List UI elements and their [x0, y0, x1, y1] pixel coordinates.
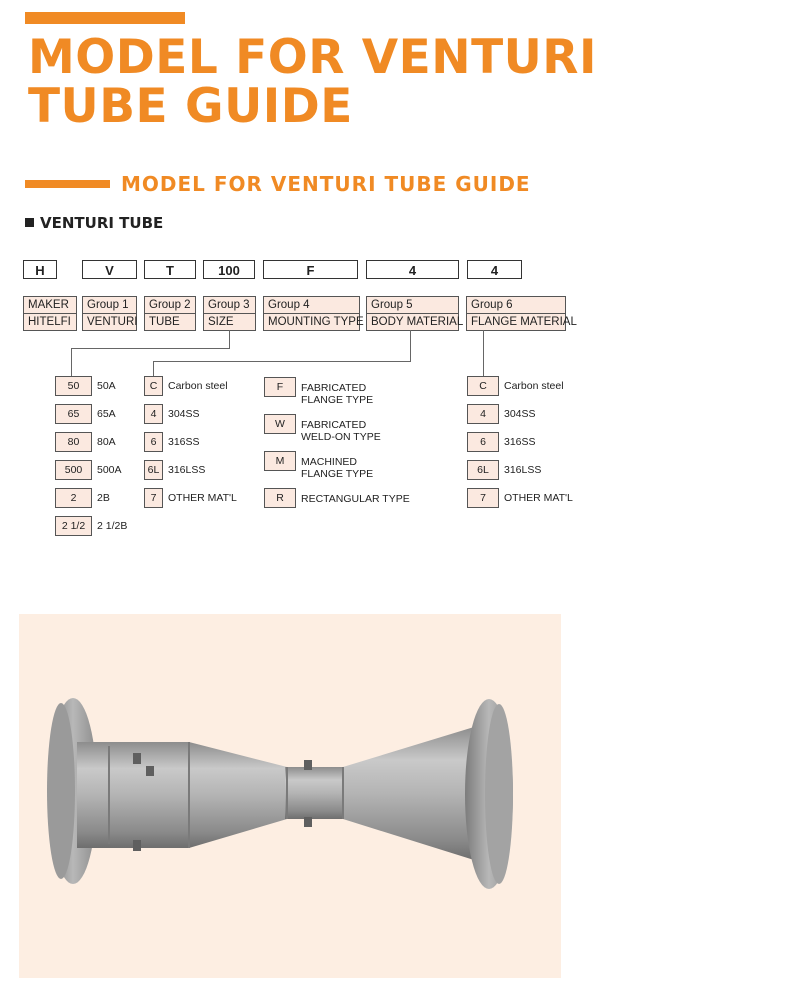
group-top-label: Group 2 [149, 299, 191, 311]
size-label: 50A [97, 380, 116, 392]
size-label: 500A [97, 464, 122, 476]
connector-line [71, 348, 72, 376]
code-box-group6: 4 [467, 260, 522, 279]
code-box-group2: T [144, 260, 196, 279]
group-top-label: Group 3 [208, 299, 250, 311]
size-code: 2 [55, 488, 92, 508]
flange-material-label: 316LSS [504, 464, 542, 476]
flange-material-code: 7 [467, 488, 499, 508]
flange-material-label: OTHER MAT'L [504, 492, 573, 504]
size-code: 80 [55, 432, 92, 452]
flange-material-code: C [467, 376, 499, 396]
group-bottom-label: HITELFI [24, 313, 76, 330]
section-heading-text: VENTURI TUBE [40, 214, 164, 232]
flange-material-label: 316SS [504, 436, 536, 448]
flange-material-label: Carbon steel [504, 380, 564, 392]
group-box-maker [23, 296, 77, 331]
group-top-label: Group 4 [268, 299, 310, 311]
size-label: 80A [97, 436, 116, 448]
group-top-label: Group 1 [87, 299, 129, 311]
connector-line [410, 330, 411, 362]
connector-line [71, 348, 230, 349]
page-title-line1: MODEL FOR VENTURI [28, 30, 597, 85]
group-bottom-label: TUBE [145, 313, 195, 330]
mounting-type-code: F [264, 377, 296, 397]
group-box-6 [466, 296, 577, 331]
body-material-code: 7 [144, 488, 163, 508]
mounting-type-code: W [264, 414, 296, 434]
group-box-4 [263, 296, 364, 331]
mounting-type-code: M [264, 451, 296, 471]
code-box-maker: H [23, 260, 57, 279]
body-material-code: C [144, 376, 163, 396]
top-accent-bar [25, 12, 185, 24]
code-box-group4: F [263, 260, 358, 279]
subtitle-accent-bar [25, 180, 110, 188]
body-material-label: Carbon steel [168, 380, 228, 392]
connector-line [153, 361, 154, 376]
group-top-label: Group 6 [471, 299, 513, 311]
section-heading [25, 214, 163, 232]
body-material-code: 6L [144, 460, 163, 480]
venturi-tube-image [19, 614, 561, 978]
flange-material-code: 6 [467, 432, 499, 452]
mounting-type-label: FABRICATED WELD-ON TYPE [301, 419, 381, 443]
size-label: 65A [97, 408, 116, 420]
venturi-tube-photo [19, 614, 561, 978]
connector-line [229, 330, 230, 349]
connector-line [483, 330, 484, 376]
size-code: 65 [55, 404, 92, 424]
group-bottom-label: BODY MATERIAL [367, 313, 458, 330]
body-material-label: 316SS [168, 436, 200, 448]
body-material-label: 316LSS [168, 464, 206, 476]
group-box-5 [366, 296, 464, 331]
code-box-group3: 100 [203, 260, 255, 279]
page-title [28, 30, 597, 134]
group-bottom-label: SIZE [204, 313, 255, 330]
flange-material-code: 6L [467, 460, 499, 480]
flange-material-label: 304SS [504, 408, 536, 420]
body-material-label: OTHER MAT'L [168, 492, 237, 504]
group-bottom-label: MOUNTING TYPE [264, 313, 359, 330]
code-box-group1: V [82, 260, 137, 279]
group-top-label: Group 5 [371, 299, 413, 311]
size-label: 2 1/2B [97, 520, 128, 532]
mounting-type-code: R [264, 488, 296, 508]
connector-line [153, 361, 411, 362]
code-box-group5: 4 [366, 260, 459, 279]
body-material-label: 304SS [168, 408, 200, 420]
group-box-2 [144, 296, 196, 331]
flange-material-code: 4 [467, 404, 499, 424]
subtitle: MODEL FOR VENTURI TUBE GUIDE [121, 172, 531, 196]
mounting-type-label: RECTANGULAR TYPE [301, 493, 410, 505]
bullet-square-icon [25, 218, 34, 227]
group-top-label: MAKER [28, 299, 69, 311]
body-material-code: 4 [144, 404, 163, 424]
mounting-type-label: FABRICATED FLANGE TYPE [301, 382, 374, 406]
page-title-line2: TUBE GUIDE [28, 79, 353, 134]
size-code: 2 1/2 [55, 516, 92, 536]
group-box-1 [82, 296, 137, 331]
size-code: 500 [55, 460, 92, 480]
group-box-3 [203, 296, 256, 331]
size-code: 50 [55, 376, 92, 396]
mounting-type-label: MACHINED FLANGE TYPE [301, 456, 374, 480]
body-material-code: 6 [144, 432, 163, 452]
group-bottom-label: VENTURI [83, 313, 136, 330]
size-label: 2B [97, 492, 110, 504]
group-bottom-label: FLANGE MATERIAL [467, 313, 565, 330]
